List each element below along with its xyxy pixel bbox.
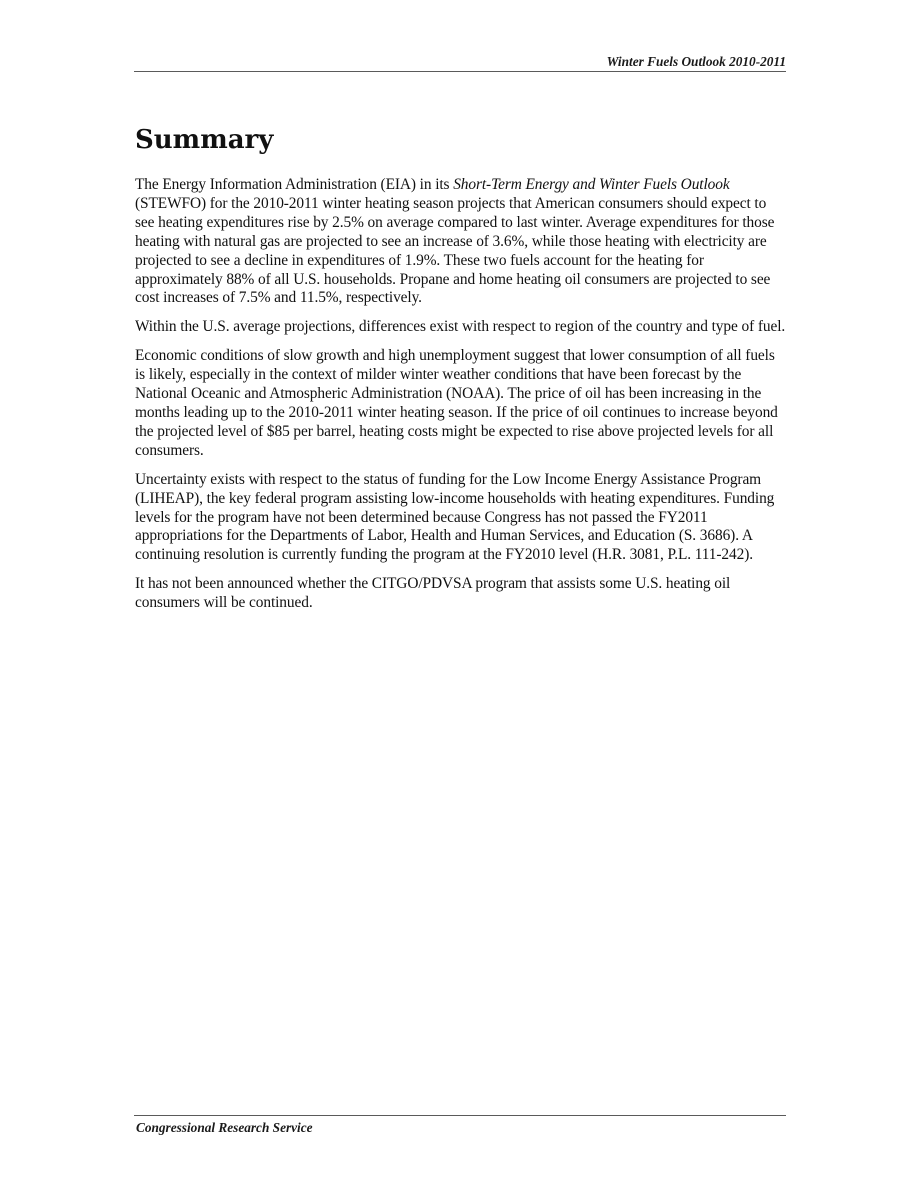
paragraph-1-rest: (STEWFO) for the 2010-2011 winter heating season projects that American consumers should expect to see heating expenditures rise by 2.5% on average compared to last winter. Average expenditures for those heating with natural gas are projected to see an increase of 3.6%, while those heating with electricity are projected to see a decline in expenditures of 1.9%. These two fuels account for the heating for approximately 88% of all U.S. households. Propane and home heating oil consumers are projected to see cost increases of 7.5% and 11.5%, respectively. (135, 194, 775, 307)
report-title-italic: Short-Term Energy and Winter Fuels Outlook (453, 176, 730, 193)
summary-body (135, 176, 787, 623)
paragraph-economic-conditions: Economic conditions of slow growth and high unemployment suggest that lower consumption of all fuels is likely, especially in the context of milder winter weather conditions that have been forecast by the National Oceanic and Atmospheric Administration (NOAA). The price of oil has been increasing in the months leading up to the 2010-2011 winter heating season. If the price of oil continues to increase beyond the projected level of $85 per barrel, heating costs might be expected to rise above projected levels for all consumers. (135, 347, 778, 459)
paragraph-stewfo-overview (135, 176, 787, 308)
paragraph-1-lead: The Energy Information Administration (EIA) in its (135, 176, 454, 193)
header-divider (134, 71, 786, 72)
section-heading: Summary (135, 125, 274, 155)
running-header-title: Winter Fuels Outlook 2010-2011 (606, 54, 786, 69)
paragraph-liheap-funding: Uncertainty exists with respect to the status of funding for the Low Income Energy Assistance Program (LIHEAP), the key federal program assisting low-income households with heating expenditures. Funding levels for the program have not been determined because Congress has not passed the FY2011 appropriations for the Departments of Labor, Health and Human Services, and Education (S. 3686). A continuing resolution is currently funding the program at the FY2010 level (H.R. 3081, P.L. 111-242). (135, 470, 775, 564)
running-footer-organization: Congressional Research Service (136, 1120, 313, 1135)
paragraph-citgo-program: It has not been announced whether the CITGO/PDVSA program that assists some U.S. heating oil consumers will be continued. (135, 575, 731, 612)
paragraph-regional-differences: Within the U.S. average projections, differences exist with respect to region of the country and type of fuel. (135, 318, 786, 336)
footer-divider (134, 1115, 786, 1116)
